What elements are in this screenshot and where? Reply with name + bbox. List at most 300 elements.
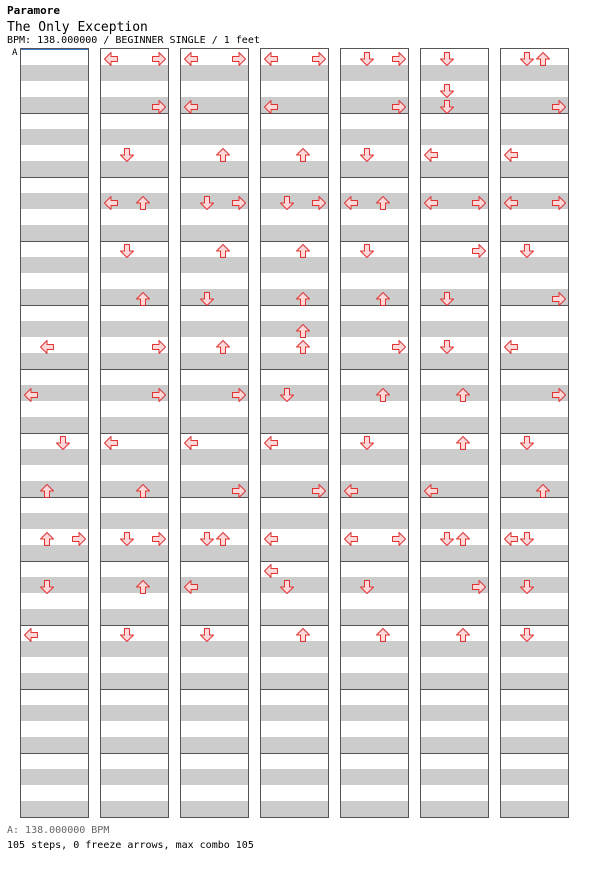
beat-stripe [341,609,408,625]
up-arrow-icon [455,435,471,451]
chart-column [100,48,169,818]
left-arrow-icon [39,339,55,355]
down-arrow-icon [519,579,535,595]
beat-stripe [501,449,568,465]
left-arrow-icon [503,195,519,211]
measure-line [261,625,328,626]
beat-stripe [21,65,88,81]
beat-stripe [261,225,328,241]
bpm-difficulty-line: BPM: 138.000000 / BEGINNER SINGLE / 1 feet [7,35,260,46]
beat-stripe [501,65,568,81]
measure-line [181,689,248,690]
left-arrow-icon [23,627,39,643]
down-arrow-icon [199,531,215,547]
up-arrow-icon [135,579,151,595]
chart-column [340,48,409,818]
beat-stripe [501,513,568,529]
left-arrow-icon [503,339,519,355]
up-arrow-icon [455,531,471,547]
up-arrow-icon [215,243,231,259]
down-arrow-icon [199,195,215,211]
left-arrow-icon [263,99,279,115]
measure-line [21,753,88,754]
down-arrow-icon [119,147,135,163]
left-arrow-icon [503,147,519,163]
measure-line [101,241,168,242]
beat-stripe [181,801,248,817]
left-arrow-icon [103,435,119,451]
beat-stripe [21,129,88,145]
beat-stripe [101,513,168,529]
right-arrow-icon [311,195,327,211]
measure-line [341,753,408,754]
up-arrow-icon [375,627,391,643]
chart-summary: 105 steps, 0 freeze arrows, max combo 105 [7,840,254,851]
down-arrow-icon [439,83,455,99]
beat-stripe [21,353,88,369]
measure-line [501,625,568,626]
measure-line [421,561,488,562]
measure-line [501,561,568,562]
beat-stripe [101,321,168,337]
beat-stripe [21,769,88,785]
beat-stripe [21,449,88,465]
measure-line [181,241,248,242]
beat-stripe [501,609,568,625]
up-arrow-icon [455,387,471,403]
beat-stripe [101,65,168,81]
measure-line [341,433,408,434]
up-arrow-icon [375,195,391,211]
left-arrow-icon [183,99,199,115]
beat-stripe [21,257,88,273]
beat-stripe [341,641,408,657]
beat-stripe [501,801,568,817]
beat-stripe [181,161,248,177]
beat-stripe [501,225,568,241]
measure-line [181,433,248,434]
beat-stripe [341,705,408,721]
up-arrow-icon [295,291,311,307]
measure-line [261,177,328,178]
beat-stripe [421,129,488,145]
beat-stripe [101,449,168,465]
measure-line [421,689,488,690]
up-arrow-icon [295,147,311,163]
beat-stripe [341,129,408,145]
down-arrow-icon [55,435,71,451]
beat-stripe [261,513,328,529]
artist-name: Paramore [7,4,60,17]
right-arrow-icon [151,99,167,115]
measure-line [101,625,168,626]
right-arrow-icon [391,531,407,547]
beat-stripe [421,513,488,529]
down-arrow-icon [519,435,535,451]
down-arrow-icon [519,531,535,547]
measure-line [21,241,88,242]
down-arrow-icon [439,51,455,67]
measure-line [101,561,168,562]
measure-line [181,625,248,626]
right-arrow-icon [151,387,167,403]
beat-stripe [421,801,488,817]
beat-stripe [261,449,328,465]
left-arrow-icon [503,531,519,547]
beat-stripe [261,609,328,625]
measure-line [501,689,568,690]
left-arrow-icon [423,195,439,211]
left-arrow-icon [423,483,439,499]
chart-column [500,48,569,818]
measure-line [341,625,408,626]
beat-stripe [21,193,88,209]
beat-stripe [341,161,408,177]
measure-line [341,241,408,242]
beat-stripe [261,545,328,561]
beat-stripe [341,225,408,241]
measure-line [181,369,248,370]
beat-stripe [261,65,328,81]
left-arrow-icon [103,51,119,67]
chart-column [180,48,249,818]
down-arrow-icon [119,531,135,547]
right-arrow-icon [151,51,167,67]
beat-stripe [21,641,88,657]
beat-stripe [421,161,488,177]
beat-stripe [181,321,248,337]
right-arrow-icon [551,195,567,211]
up-arrow-icon [375,291,391,307]
measure-line [501,369,568,370]
right-arrow-icon [471,579,487,595]
measure-line [261,689,328,690]
beat-stripe [261,705,328,721]
down-arrow-icon [439,339,455,355]
beat-stripe [261,737,328,753]
bpm-marker-label: A [12,48,18,58]
measure-line [341,689,408,690]
left-arrow-icon [183,51,199,67]
left-arrow-icon [343,483,359,499]
down-arrow-icon [359,51,375,67]
left-arrow-icon [183,435,199,451]
down-arrow-icon [119,627,135,643]
bpm-marker-line [21,49,88,50]
measure-line [261,369,328,370]
chart-column [260,48,329,818]
beat-stripe [101,545,168,561]
beat-stripe [261,801,328,817]
left-arrow-icon [103,195,119,211]
beat-stripe [261,641,328,657]
beat-stripe [21,97,88,113]
measure-line [501,241,568,242]
right-arrow-icon [231,195,247,211]
down-arrow-icon [279,195,295,211]
left-arrow-icon [183,579,199,595]
beat-stripe [341,769,408,785]
beat-stripe [421,609,488,625]
up-arrow-icon [535,51,551,67]
beat-stripe [421,257,488,273]
beat-stripe [181,513,248,529]
beat-stripe [341,673,408,689]
up-arrow-icon [215,339,231,355]
measure-line [21,433,88,434]
up-arrow-icon [39,483,55,499]
measure-line [101,369,168,370]
measure-line [181,753,248,754]
down-arrow-icon [119,243,135,259]
beat-stripe [101,737,168,753]
down-arrow-icon [519,243,535,259]
beat-stripe [261,129,328,145]
beat-stripe [21,161,88,177]
beat-stripe [421,321,488,337]
beat-stripe [101,673,168,689]
beat-stripe [421,449,488,465]
left-arrow-icon [343,531,359,547]
beat-stripe [261,417,328,433]
beat-stripe [21,225,88,241]
beat-stripe [181,769,248,785]
down-arrow-icon [439,531,455,547]
right-arrow-icon [231,51,247,67]
beat-stripe [501,545,568,561]
beat-stripe [421,353,488,369]
beat-stripe [181,449,248,465]
beat-stripe [21,417,88,433]
beat-stripe [261,353,328,369]
measure-line [21,561,88,562]
beat-stripe [21,545,88,561]
measure-line [261,753,328,754]
up-arrow-icon [295,339,311,355]
up-arrow-icon [535,483,551,499]
left-arrow-icon [23,387,39,403]
down-arrow-icon [359,435,375,451]
down-arrow-icon [39,579,55,595]
beat-stripe [21,289,88,305]
down-arrow-icon [439,99,455,115]
right-arrow-icon [311,51,327,67]
beat-stripe [501,769,568,785]
beat-stripe [181,641,248,657]
chart-column [420,48,489,818]
down-arrow-icon [279,387,295,403]
beat-stripe [101,161,168,177]
beat-stripe [101,801,168,817]
beat-stripe [101,609,168,625]
right-arrow-icon [231,387,247,403]
beat-stripe [341,353,408,369]
down-arrow-icon [199,291,215,307]
beat-stripe [21,673,88,689]
right-arrow-icon [151,339,167,355]
beat-stripe [421,545,488,561]
up-arrow-icon [135,195,151,211]
right-arrow-icon [231,483,247,499]
measure-line [501,177,568,178]
beat-stripe [181,737,248,753]
measure-line [101,689,168,690]
beat-stripe [341,449,408,465]
beat-stripe [181,353,248,369]
beat-stripe [181,609,248,625]
beat-stripe [21,513,88,529]
right-arrow-icon [471,243,487,259]
beat-stripe [181,705,248,721]
measure-line [341,177,408,178]
up-arrow-icon [455,627,471,643]
measure-line [21,113,88,114]
beat-stripe [421,417,488,433]
left-arrow-icon [263,563,279,579]
measure-line [421,433,488,434]
beat-stripe [421,225,488,241]
beat-stripe [181,129,248,145]
beat-stripe [421,705,488,721]
beat-stripe [501,321,568,337]
up-arrow-icon [295,627,311,643]
right-arrow-icon [551,387,567,403]
up-arrow-icon [215,531,231,547]
beat-stripe [21,321,88,337]
beat-stripe [341,65,408,81]
down-arrow-icon [439,291,455,307]
song-title: The Only Exception [7,20,148,35]
beat-stripe [341,545,408,561]
beat-stripe [421,673,488,689]
beat-stripe [341,737,408,753]
measure-line [261,241,328,242]
beat-stripe [181,257,248,273]
beat-stripe [101,641,168,657]
right-arrow-icon [311,483,327,499]
down-arrow-icon [359,579,375,595]
measure-line [261,561,328,562]
beat-stripe [501,257,568,273]
measure-line [341,369,408,370]
right-arrow-icon [471,195,487,211]
right-arrow-icon [71,531,87,547]
beat-stripe [101,705,168,721]
beat-stripe [101,353,168,369]
measure-line [21,177,88,178]
up-arrow-icon [295,243,311,259]
measure-line [101,177,168,178]
beat-stripe [21,737,88,753]
down-arrow-icon [519,51,535,67]
measure-line [341,561,408,562]
up-arrow-icon [39,531,55,547]
down-arrow-icon [279,579,295,595]
right-arrow-icon [391,339,407,355]
beat-stripe [501,353,568,369]
beat-stripe [101,769,168,785]
right-arrow-icon [551,99,567,115]
measure-line [261,433,328,434]
measure-line [181,177,248,178]
left-arrow-icon [263,51,279,67]
beat-stripe [261,257,328,273]
measure-line [21,625,88,626]
beat-stripe [181,673,248,689]
beat-stripe [101,417,168,433]
beat-stripe [181,225,248,241]
beat-stripe [341,417,408,433]
down-arrow-icon [519,627,535,643]
measure-line [21,689,88,690]
measure-line [421,369,488,370]
up-arrow-icon [215,147,231,163]
beat-stripe [421,641,488,657]
measure-line [421,753,488,754]
measure-line [21,305,88,306]
right-arrow-icon [151,531,167,547]
beat-stripe [501,737,568,753]
beat-stripe [421,737,488,753]
measure-line [101,753,168,754]
beat-stripe [421,769,488,785]
beat-stripe [421,65,488,81]
beat-stripe [501,641,568,657]
beat-stripe [101,129,168,145]
beat-stripe [21,705,88,721]
beat-stripe [501,705,568,721]
bpm-legend: A: 138.000000 BPM [7,825,110,836]
up-arrow-icon [375,387,391,403]
chart-column [20,48,89,818]
down-arrow-icon [199,627,215,643]
left-arrow-icon [343,195,359,211]
beat-stripe [21,801,88,817]
beat-stripe [261,769,328,785]
beat-stripe [261,161,328,177]
beat-stripe [341,321,408,337]
left-arrow-icon [263,435,279,451]
right-arrow-icon [391,51,407,67]
up-arrow-icon [135,483,151,499]
measure-line [421,241,488,242]
beat-stripe [181,545,248,561]
beat-stripe [341,801,408,817]
beat-stripe [501,417,568,433]
measure-line [101,433,168,434]
right-arrow-icon [551,291,567,307]
beat-stripe [21,609,88,625]
measure-line [421,625,488,626]
measure-line [421,177,488,178]
beat-stripe [101,257,168,273]
measure-line [501,753,568,754]
beat-stripe [501,161,568,177]
left-arrow-icon [263,531,279,547]
up-arrow-icon [135,291,151,307]
down-arrow-icon [359,243,375,259]
left-arrow-icon [423,147,439,163]
down-arrow-icon [359,147,375,163]
measure-line [181,561,248,562]
beat-stripe [261,673,328,689]
beat-stripe [181,65,248,81]
beat-stripe [341,513,408,529]
measure-line [21,369,88,370]
beat-stripe [181,417,248,433]
beat-stripe [501,129,568,145]
right-arrow-icon [391,99,407,115]
